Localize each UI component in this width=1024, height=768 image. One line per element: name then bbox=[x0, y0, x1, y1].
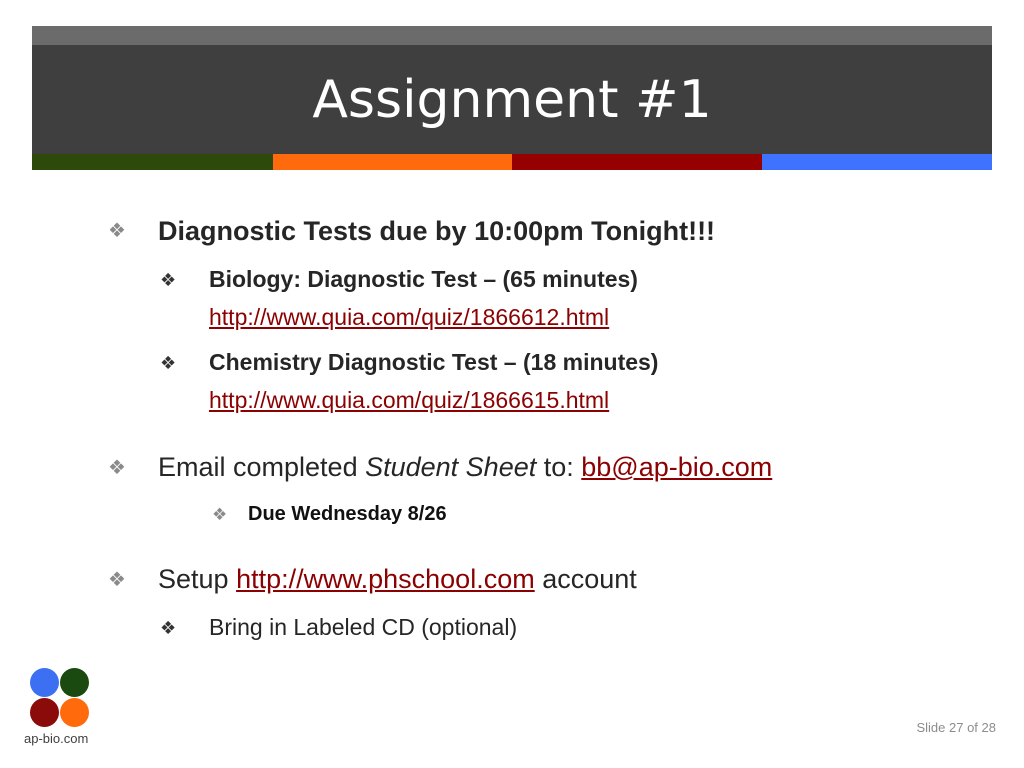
color-bar-blue bbox=[762, 154, 992, 170]
logo-circle-orange bbox=[60, 698, 89, 727]
slide-number: Slide 27 of 28 bbox=[916, 720, 996, 735]
bullet-bring-cd: Bring in Labeled CD (optional) bbox=[209, 614, 518, 640]
color-bar-green bbox=[32, 154, 273, 170]
logo-text: ap-bio.com bbox=[24, 731, 89, 746]
title-band bbox=[32, 26, 992, 154]
color-bar bbox=[32, 154, 992, 170]
bullet-diamond-icon: ❖ bbox=[160, 618, 177, 638]
logo-circle-red bbox=[30, 698, 59, 727]
logo-circle-green bbox=[60, 668, 89, 697]
bullet-diamond-icon: ❖ bbox=[108, 220, 126, 242]
bullet-diamond-icon: ❖ bbox=[108, 569, 126, 591]
bullet-biology-test: Biology: Diagnostic Test – (65 minutes) bbox=[209, 266, 638, 292]
bullet-due-wednesday: Due Wednesday 8/26 bbox=[248, 503, 447, 525]
email-middle: to: bbox=[536, 452, 582, 482]
link-email[interactable]: bb@ap-bio.com bbox=[581, 452, 773, 482]
email-prefix: Email completed bbox=[158, 452, 366, 482]
logo-circle-blue bbox=[30, 668, 59, 697]
bullet-diamond-icon: ❖ bbox=[160, 270, 177, 290]
bullet-diamond-icon: ❖ bbox=[160, 353, 177, 373]
setup-suffix: account bbox=[534, 564, 637, 594]
bullet-setup-account bbox=[158, 562, 637, 596]
title-top-strip bbox=[32, 26, 992, 45]
bullet-diagnostic-tests: Diagnostic Tests due by 10:00pm Tonight!!! bbox=[158, 216, 716, 246]
link-chemistry-quiz[interactable]: http://www.quia.com/quiz/1866615.html bbox=[209, 387, 610, 413]
student-sheet-italic: Student Sheet bbox=[365, 452, 537, 482]
link-biology-quiz[interactable]: http://www.quia.com/quiz/1866612.html bbox=[209, 304, 610, 330]
bullet-chemistry-test: Chemistry Diagnostic Test – (18 minutes) bbox=[209, 349, 659, 375]
ap-bio-logo bbox=[30, 668, 90, 728]
color-bar-red bbox=[512, 154, 762, 170]
bullet-email-student-sheet bbox=[158, 450, 772, 484]
bullet-diamond-icon: ❖ bbox=[212, 505, 228, 524]
setup-prefix: Setup bbox=[158, 564, 237, 594]
slide-title: Assignment #1 bbox=[312, 70, 712, 130]
color-bar-orange bbox=[273, 154, 512, 170]
link-phschool[interactable]: http://www.phschool.com bbox=[236, 564, 535, 594]
bullet-diamond-icon: ❖ bbox=[108, 457, 126, 479]
